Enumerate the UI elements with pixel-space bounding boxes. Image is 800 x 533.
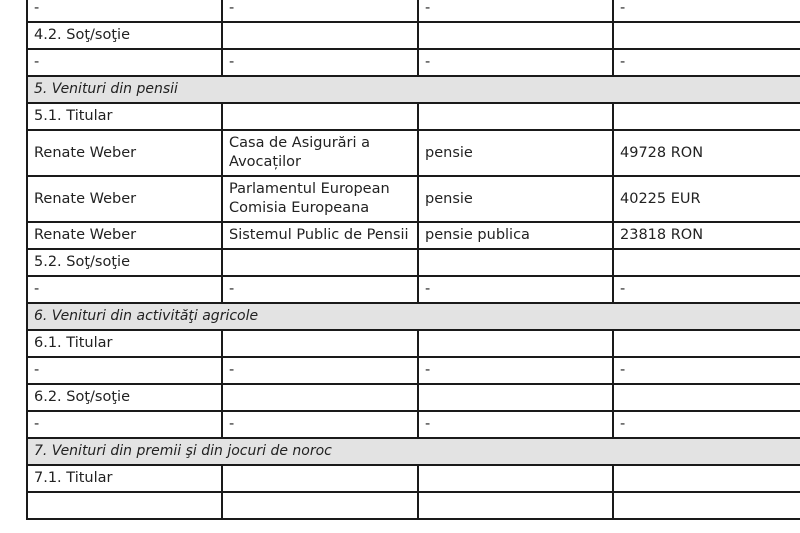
source-cell: [222, 492, 418, 519]
owner-cell: -: [27, 411, 222, 438]
amount-cell: 49728 RON: [613, 130, 800, 176]
income-type-cell: -: [418, 49, 613, 76]
owner-cell: [27, 492, 222, 519]
section-title: 5. Venituri din pensii: [27, 76, 800, 103]
owner-cell: Renate Weber: [27, 176, 222, 222]
source-cell: [222, 465, 418, 492]
source-cell: -: [222, 276, 418, 303]
owner-cell: 6.1. Titular: [27, 330, 222, 357]
income-type-cell: pensie: [418, 130, 613, 176]
income-type-cell: -: [418, 0, 613, 22]
income-type-cell: -: [418, 411, 613, 438]
source-cell: [222, 22, 418, 49]
owner-cell: 5.2. Soţ/soţie: [27, 249, 222, 276]
amount-cell: 40225 EUR: [613, 176, 800, 222]
amount-cell: -: [613, 411, 800, 438]
income-declaration-document: [26, 0, 800, 520]
table-row: [27, 130, 800, 176]
income-type-cell: [418, 330, 613, 357]
income-type-cell: [418, 465, 613, 492]
amount-cell: -: [613, 49, 800, 76]
source-cell: -: [222, 357, 418, 384]
source-cell: [222, 384, 418, 411]
table-row: [27, 384, 800, 411]
table-row: [27, 0, 800, 22]
owner-cell: 5.1. Titular: [27, 103, 222, 130]
source-cell: Sistemul Public de Pensii: [222, 222, 418, 249]
amount-cell: [613, 22, 800, 49]
income-type-cell: -: [418, 357, 613, 384]
amount-cell: [613, 330, 800, 357]
owner-cell: 6.2. Soţ/soţie: [27, 384, 222, 411]
income-type-cell: pensie: [418, 176, 613, 222]
section-title: 7. Venituri din premii şi din jocuri de noroc: [27, 438, 800, 465]
table-row: [27, 357, 800, 384]
table-row: [27, 22, 800, 49]
amount-cell: -: [613, 357, 800, 384]
owner-cell: Renate Weber: [27, 222, 222, 249]
source-cell: -: [222, 0, 418, 22]
owner-cell: -: [27, 276, 222, 303]
table-row: [27, 49, 800, 76]
owner-cell: 7.1. Titular: [27, 465, 222, 492]
table-row: [27, 249, 800, 276]
income-type-cell: [418, 249, 613, 276]
section-header-row: [27, 76, 800, 103]
income-table: [26, 0, 800, 520]
amount-cell: [613, 103, 800, 130]
table-row: [27, 222, 800, 249]
income-type-cell: pensie publica: [418, 222, 613, 249]
amount-cell: -: [613, 276, 800, 303]
source-cell: -: [222, 411, 418, 438]
owner-cell: Renate Weber: [27, 130, 222, 176]
section-header-row: [27, 438, 800, 465]
section-title: 6. Venituri din activităţi agricole: [27, 303, 800, 330]
owner-cell: -: [27, 49, 222, 76]
amount-cell: [613, 465, 800, 492]
section-header-row: [27, 303, 800, 330]
source-cell: Casa de Asigurări a Avocaților: [222, 130, 418, 176]
income-type-cell: [418, 384, 613, 411]
income-type-cell: [418, 492, 613, 519]
amount-cell: [613, 492, 800, 519]
source-cell: -: [222, 49, 418, 76]
table-row: [27, 103, 800, 130]
table-row: [27, 330, 800, 357]
income-type-cell: [418, 103, 613, 130]
table-row: [27, 276, 800, 303]
table-row: [27, 176, 800, 222]
owner-cell: -: [27, 0, 222, 22]
table-row: [27, 411, 800, 438]
source-cell: [222, 330, 418, 357]
source-cell: [222, 249, 418, 276]
amount-cell: 23818 RON: [613, 222, 800, 249]
income-type-cell: -: [418, 276, 613, 303]
amount-cell: [613, 249, 800, 276]
amount-cell: [613, 384, 800, 411]
table-row: [27, 492, 800, 519]
owner-cell: 4.2. Soţ/soţie: [27, 22, 222, 49]
income-type-cell: [418, 22, 613, 49]
source-cell: [222, 103, 418, 130]
source-cell: Parlamentul European Comisia Europeana: [222, 176, 418, 222]
amount-cell: -: [613, 0, 800, 22]
owner-cell: -: [27, 357, 222, 384]
table-row: [27, 465, 800, 492]
